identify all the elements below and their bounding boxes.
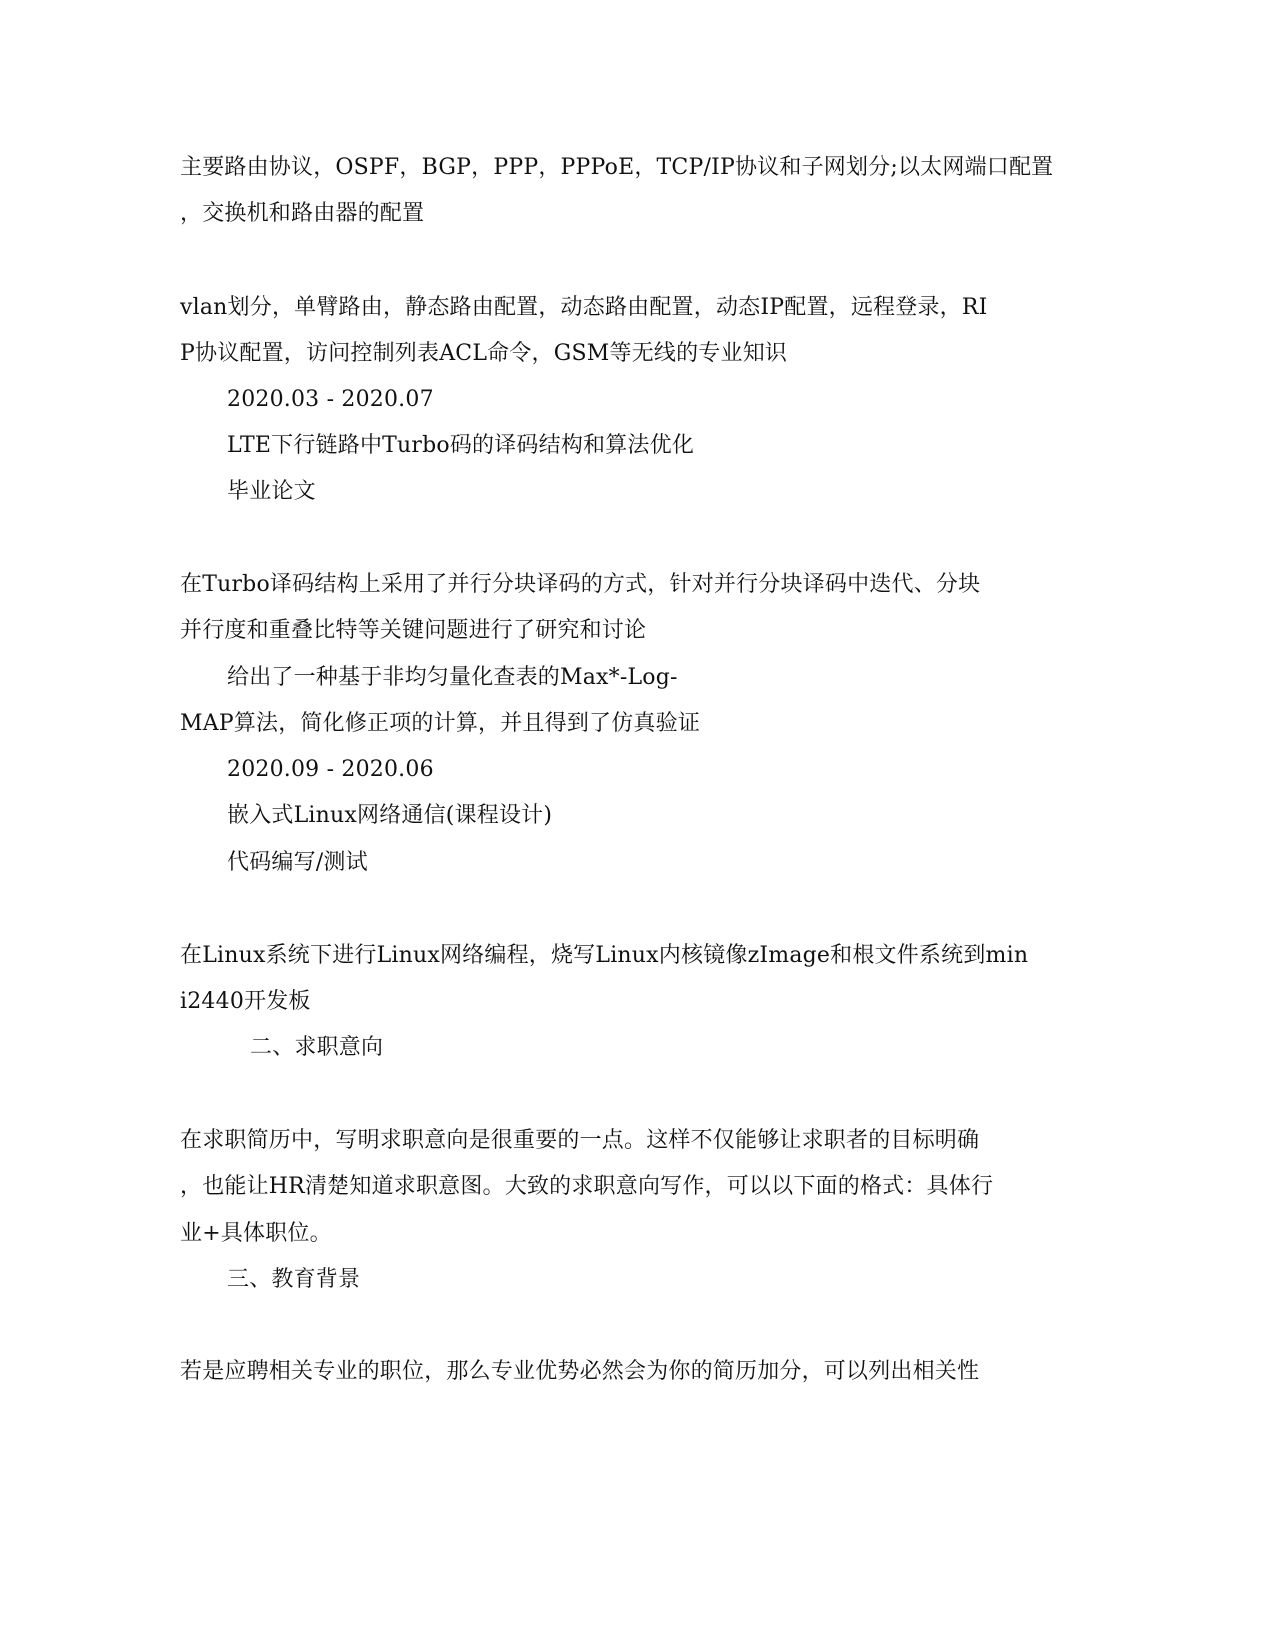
date-range: 2020.03 - 2020.07: [227, 387, 434, 412]
paragraph-line: vlan划分，单臂路由，静态路由配置，动态路由配置，动态IP配置，远程登录，RI: [180, 295, 988, 320]
project-role: 毕业论文: [227, 479, 316, 504]
paragraph-line: 主要路由协议，OSPF，BGP，PPP，PPPoE，TCP/IP协议和子网划分;以太网端口配置: [180, 155, 1054, 180]
section-heading: 二、求职意向: [250, 1035, 384, 1060]
paragraph-line: 给出了一种基于非均匀量化查表的Max*-Log-: [227, 665, 678, 690]
paragraph-line: i2440开发板: [180, 989, 311, 1014]
paragraph-line: 并行度和重叠比特等关键问题进行了研究和讨论: [180, 618, 647, 643]
paragraph-line: 在求职简历中，写明求职意向是很重要的一点。这样不仅能够让求职者的目标明确: [180, 1128, 980, 1153]
section-heading: 三、教育背景: [227, 1267, 361, 1292]
project-role: 代码编写/测试: [227, 850, 368, 875]
paragraph-line: 在Turbo译码结构上采用了并行分块译码的方式，针对并行分块译码中迭代、分块: [180, 572, 981, 597]
paragraph-line: ，也能让HR清楚知道求职意图。大致的求职意向写作，可以以下面的格式：具体行: [180, 1174, 994, 1199]
paragraph-line: 若是应聘相关专业的职位，那么专业优势必然会为你的简历加分，可以列出相关性: [180, 1359, 980, 1384]
date-range: 2020.09 - 2020.06: [227, 757, 434, 782]
paragraph-line: 业+具体职位。: [180, 1221, 332, 1246]
paragraph-line: ，交换机和路由器的配置: [180, 201, 425, 226]
paragraph-line: P协议配置，访问控制列表ACL命令，GSM等无线的专业知识: [180, 341, 788, 366]
project-title: 嵌入式Linux网络通信(课程设计): [227, 803, 553, 828]
paragraph-line: MAP算法，简化修正项的计算，并且得到了仿真验证: [180, 711, 701, 736]
project-title: LTE下行链路中Turbo码的译码结构和算法优化: [227, 433, 695, 458]
paragraph-line: 在Linux系统下进行Linux网络编程，烧写Linux内核镜像zImage和根文件系统到min: [180, 943, 1029, 968]
